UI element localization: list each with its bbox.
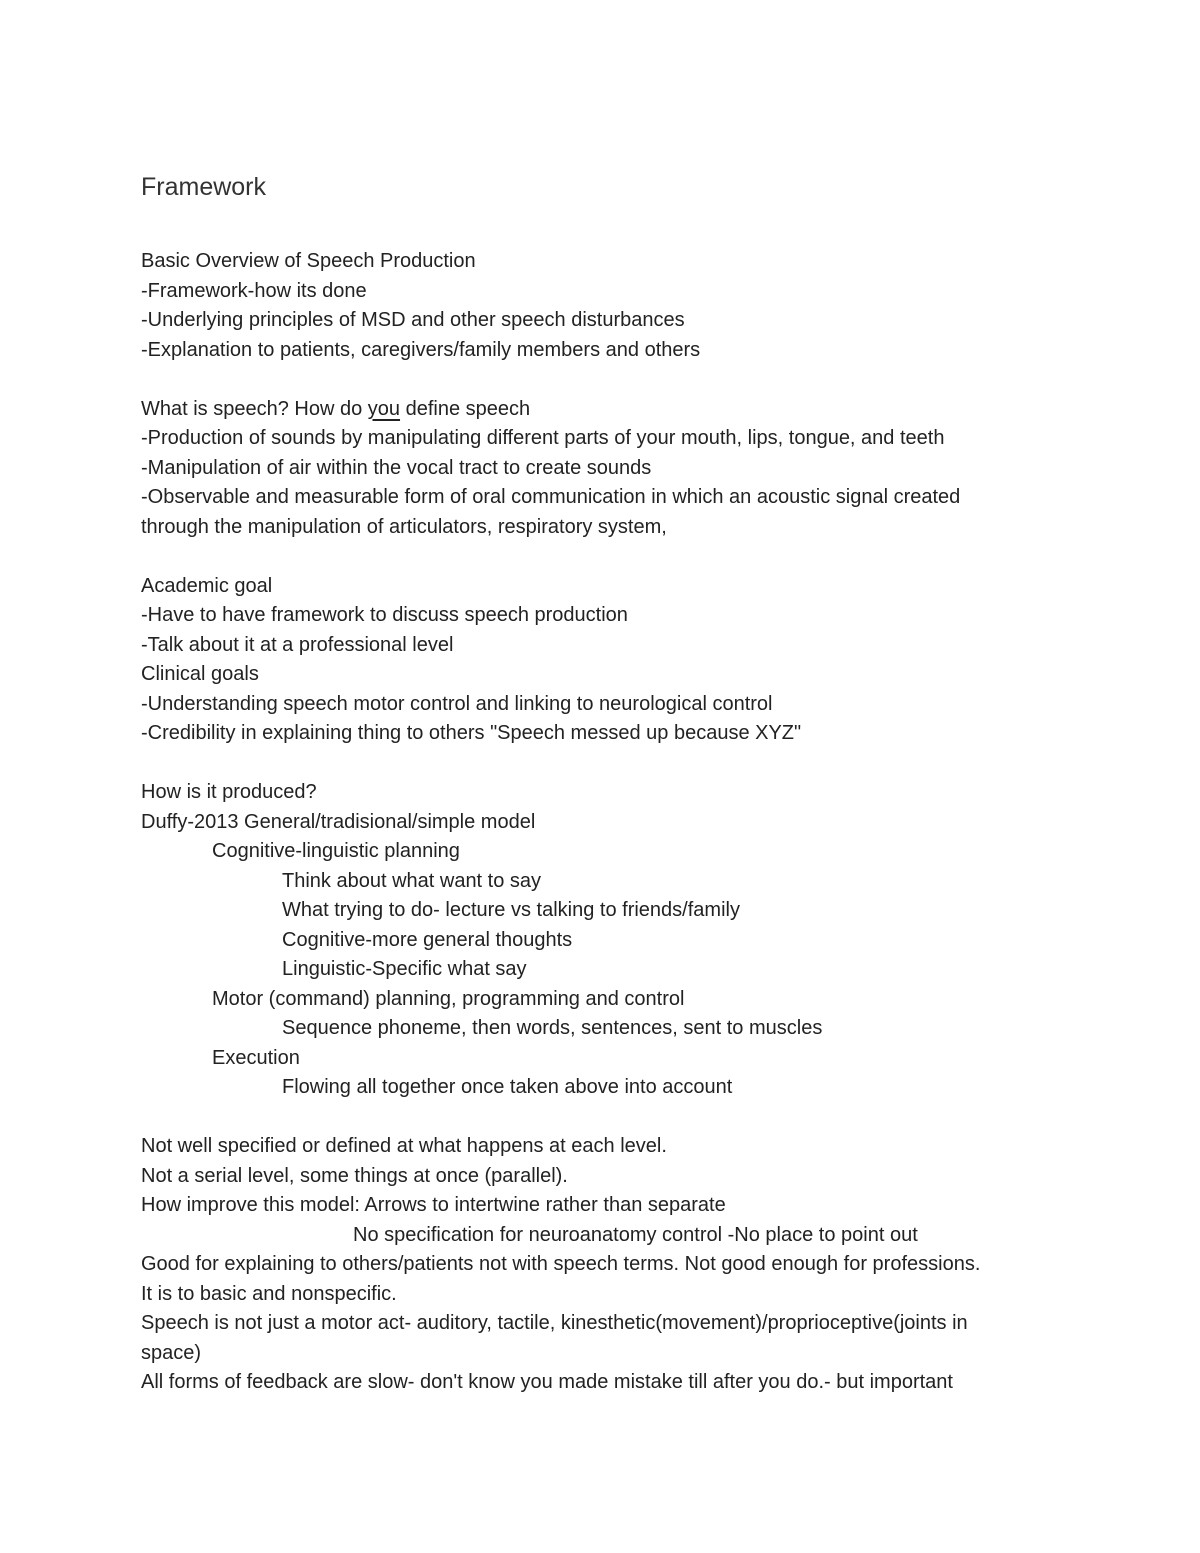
text-line: Linguistic-Specific what say xyxy=(282,958,527,980)
text-line: -Observable and measurable form of oral communication in which an acoustic signal created xyxy=(141,486,961,508)
text-run: define speech xyxy=(400,397,531,420)
text-line: Not well specified or defined at what happens at each level. xyxy=(141,1135,667,1157)
text-line: Clinical goals xyxy=(141,663,259,685)
text-line: How improve this model: Arrows to intertwine rather than separate xyxy=(141,1194,726,1216)
text-line: Execution xyxy=(212,1046,300,1069)
text-line: How is it produced? xyxy=(141,781,317,803)
text-line: Not a serial level, some things at once (parallel). xyxy=(141,1164,568,1187)
text-line: Good for explaining to others/patients not with speech terms. Not good enough for professions. xyxy=(141,1253,981,1275)
text-line: -Have to have framework to discuss speech production xyxy=(141,604,628,626)
text-line: Flowing all together once taken above into account xyxy=(282,1076,733,1098)
text-line xyxy=(141,397,530,421)
text-line: -Underlying principles of MSD and other speech disturbances xyxy=(141,309,685,331)
text-line: Basic Overview of Speech Production xyxy=(141,250,476,272)
text-line: All forms of feedback are slow- don't know you made mistake till after you do.- but important xyxy=(141,1371,953,1393)
text-line: -Production of sounds by manipulating different parts of your mouth, lips, tongue, and teeth xyxy=(141,427,945,449)
underlined-word: you xyxy=(367,397,401,420)
text-line: Motor (command) planning, programming and control xyxy=(212,987,685,1010)
document-title: Framework xyxy=(141,173,267,201)
text-line: through the manipulation of articulators, respiratory system, xyxy=(141,515,667,538)
text-line: Sequence phoneme, then words, sentences, sent to muscles xyxy=(282,1017,823,1039)
text-line: Cognitive-linguistic planning xyxy=(212,840,460,862)
text-line: It is to basic and nonspecific. xyxy=(141,1282,397,1305)
text-line: space) xyxy=(141,1341,202,1364)
text-line: -Understanding speech motor control and linking to neurological control xyxy=(141,692,773,715)
text-run: What is speech? How do xyxy=(141,397,368,420)
text-line: -Framework-how its done xyxy=(141,279,367,302)
text-line: -Explanation to patients, caregivers/family members and others xyxy=(141,338,701,361)
text-line: Think about what want to say xyxy=(282,869,542,892)
text-line: Speech is not just a motor act- auditory, tactile, kinesthetic(movement)/proprioceptive(joints in xyxy=(141,1312,968,1334)
text-line: -Talk about it at a professional level xyxy=(141,633,454,656)
text-line: Duffy-2013 General/tradisional/simple model xyxy=(141,810,536,833)
text-line: -Credibility in explaining thing to others "Speech messed up because XYZ" xyxy=(141,722,802,744)
text-line: Cognitive-more general thoughts xyxy=(282,928,573,951)
text-line: Academic goal xyxy=(141,574,273,597)
text-line: No specification for neuroanatomy control -No place to point out xyxy=(353,1223,918,1246)
text-line: What trying to do- lecture vs talking to friends/family xyxy=(282,899,740,921)
text-line: -Manipulation of air within the vocal tract to create sounds xyxy=(141,456,652,479)
